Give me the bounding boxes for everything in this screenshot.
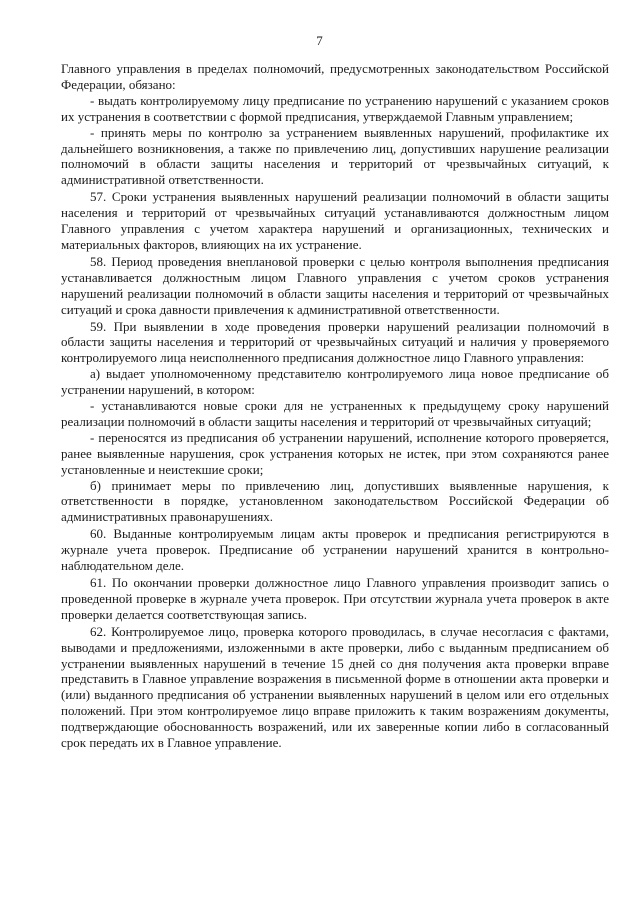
paragraph-60: 60. Выданные контролируемым лицам акты проверок и предписания регистрируются в журнале учета проверок. Предписание об устранении нарушений хранится в контрольно-наблюдательном деле. bbox=[61, 526, 609, 574]
paragraph-59: 59. При выявлении в ходе проведения проверки нарушений реализации полномочий в области защиты населения и территорий от чрезвычайных ситуаций и наличия у проверяемого контролируемого лица неисполненного предписания должностное лицо Главного управления: bbox=[61, 318, 609, 366]
paragraph-61: 61. По окончании проверки должностное лицо Главного управления производит запись о проведенной проверке в журнале учета проверок. При отсутствии журнала учета проверок в акте проверки делается соответствующая запись. bbox=[61, 575, 609, 622]
list-item-take-measures: - принять меры по контролю за устранением выявленных нарушений, профилактике их дальнейшего возникновения, а также по привлечению лиц, допустивших нарушение реализации полномочий в области защиты населения и территорий от чрезвычайных ситуаций, к административной ответственности. bbox=[61, 124, 609, 188]
paragraph-57: 57. Сроки устранения выявленных нарушений реализации полномочий в области защиты населения и территорий от чрезвычайных ситуаций устанавливаются должностным лицом Главного управления с учетом характера нарушений и организационных, технических и материальных факторов, влияющих на их устранение. bbox=[61, 189, 609, 252]
list-item-issue-order: - выдать контролируемому лицу предписание по устранению нарушений с указанием сроков их устранения в соответствии с формой предписания, утверждаемой Главным управлением; bbox=[61, 92, 609, 124]
subparagraph-a: а) выдает уполномоченному представителю контролируемого лица новое предписание об устранении нарушений, в котором: bbox=[61, 366, 609, 398]
document-body bbox=[61, 61, 609, 751]
subparagraph-b: б) принимает меры по привлечению лиц, допустивших выявленные нарушения, к ответственности в порядке, установленном законодательством Российской Федерации об административных правонарушениях. bbox=[61, 477, 609, 525]
paragraph-62: 62. Контролируемое лицо, проверка которого проводилась, в случае несогласия с фактами, выводами и предложениями, изложенными в акте проверки, либо с выданным предписанием об устранении выявленных нарушений в течение 15 дней со дня получения акта проверки вправе представить в Главное управление возражения в письменной форме в отношении акта проверки и (или) выданного предписания об устранении выявленных нарушений в целом или его отдельных положений. При этом контролируемое лицо вправе приложить к таким возражениям документы, подтверждающие обоснованность возражений, или их заверенные копии либо в согласованный срок передать их в Главное управление. bbox=[61, 623, 609, 751]
page-number: 7 bbox=[316, 33, 323, 48]
list-item-new-deadlines: - устанавливаются новые сроки для не устраненных к предыдущему сроку нарушений реализации полномочий в области защиты населения и территорий от чрезвычайных ситуаций; bbox=[61, 398, 609, 429]
paragraph-58: 58. Период проведения внеплановой проверки с целью контроля выполнения предписания устанавливается должностным лицом Главного управления с учетом сроков устранения нарушений реализации полномочий в области защиты населения и территорий от чрезвычайных ситуаций и срока давности привлечения к административной ответственности. bbox=[61, 253, 609, 317]
paragraph-continuation: Главного управления в пределах полномочий, предусмотренных законодательством Российской Федерации, обязано: bbox=[61, 61, 609, 92]
list-item-carry-over: - переносятся из предписания об устранении нарушений, исполнение которого проверяется, ранее выявленные нарушения, срок устранения которых не истек, при этом сохраняются ранее установленные и неистекшие сроки; bbox=[61, 429, 609, 477]
